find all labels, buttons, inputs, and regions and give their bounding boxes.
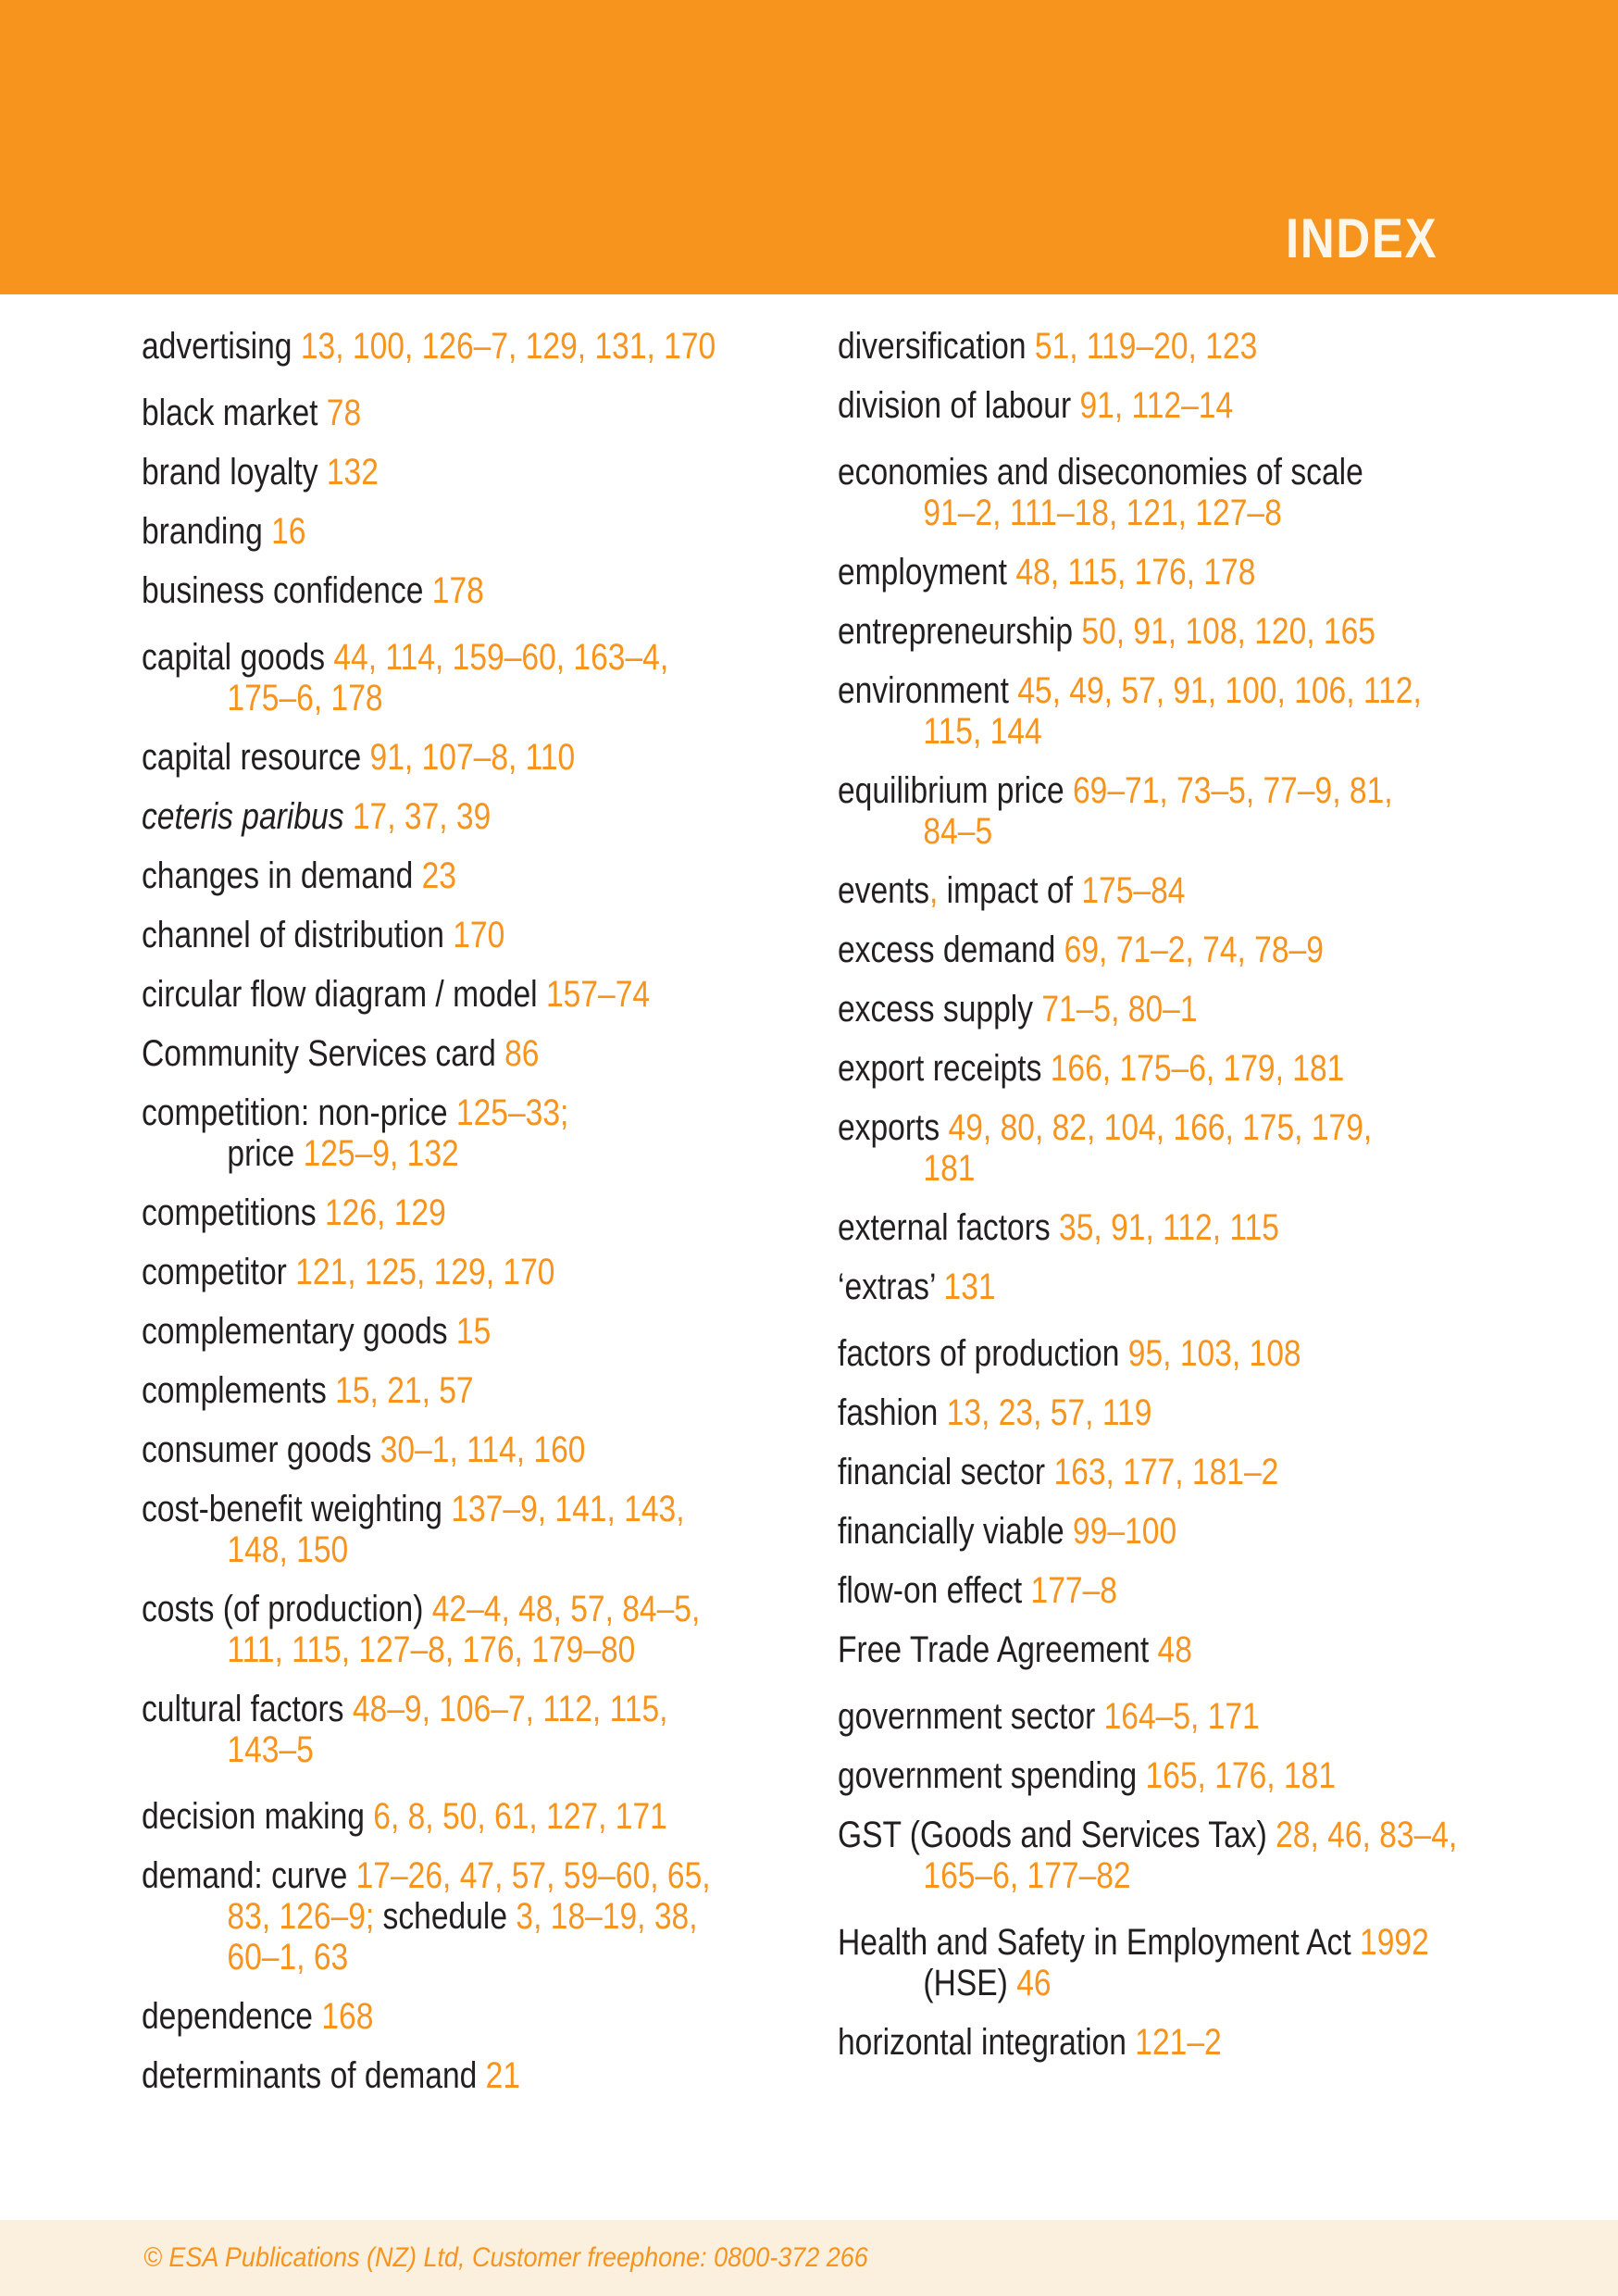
page-numbers: 86: [504, 1033, 540, 1074]
page-numbers: ,: [929, 870, 947, 911]
page-numbers: 178: [431, 570, 484, 611]
entry-line: [142, 2055, 732, 2096]
term-text: black market: [142, 393, 327, 433]
entry-line: [838, 1629, 1493, 1670]
index-entry: [142, 393, 845, 433]
index-entry: [142, 1796, 845, 1837]
page-numbers: 23: [421, 855, 457, 896]
entry-line: [838, 611, 1493, 652]
index-entry: [838, 670, 1618, 752]
entry-line-continuation: [838, 1855, 1493, 1896]
entry-line: [838, 1207, 1493, 1248]
entry-line: [142, 637, 732, 678]
page-numbers: 51, 119–20, 123: [1034, 326, 1258, 367]
entry-line: [838, 770, 1493, 811]
index-entry: [142, 1252, 845, 1292]
page-numbers: 168: [321, 1996, 374, 2037]
term-text: GST (Goods and Services Tax): [838, 1815, 1276, 1855]
page-numbers: 164–5, 171: [1103, 1696, 1260, 1737]
index-entry: [142, 1033, 845, 1074]
entry-line: [838, 1392, 1493, 1433]
page-numbers: 115, 144: [923, 711, 1042, 752]
term-text: equilibrium price: [838, 770, 1073, 811]
page-numbers: 132: [326, 452, 379, 493]
term-text: dependence: [142, 1996, 322, 2037]
term-text: flow-on effect: [838, 1570, 1031, 1611]
entry-line: [142, 974, 732, 1015]
entry-line: [838, 989, 1493, 1029]
term-text: events: [838, 870, 930, 911]
entry-line: [838, 385, 1493, 426]
index-entry: [142, 2055, 845, 2096]
term-text: (HSE): [923, 1963, 1017, 2003]
entry-line: [142, 1370, 732, 1411]
term-text: excess demand: [838, 930, 1064, 970]
term-text: division of labour: [838, 385, 1080, 426]
entry-line: [838, 930, 1493, 970]
page-numbers: 163, 177, 181–2: [1053, 1452, 1279, 1492]
index-entry: [838, 870, 1618, 911]
entry-line: [142, 1855, 732, 1896]
index-entry: [142, 452, 845, 493]
entry-line: [142, 855, 732, 896]
page-numbers: 15, 21, 57: [335, 1370, 474, 1411]
entry-line: [142, 1192, 732, 1233]
page-numbers: 50, 91, 108, 120, 165: [1081, 611, 1375, 652]
term-text: government sector: [838, 1696, 1104, 1737]
page-numbers: 157–74: [545, 974, 651, 1015]
page-numbers: 126, 129: [324, 1192, 446, 1233]
page-numbers: 177–8: [1030, 1570, 1117, 1611]
index-entry: [142, 855, 845, 896]
page-numbers: 148, 150: [227, 1529, 349, 1570]
index-entry: [142, 326, 845, 367]
index-entry: [142, 1370, 845, 1411]
page-numbers: 83, 126–9;: [227, 1896, 383, 1937]
page-numbers: 44, 114, 159–60, 163–4,: [333, 637, 669, 678]
index-entry: [142, 737, 845, 778]
term-text: ceteris paribus: [142, 796, 353, 837]
index-entry: [142, 1996, 845, 2037]
entry-line: [142, 915, 732, 955]
term-text: factors of production: [838, 1333, 1128, 1374]
index-entry: [838, 1207, 1618, 1248]
term-text: economies and diseconomies of scale: [838, 452, 1363, 493]
entry-line: [838, 670, 1493, 711]
entry-line: [142, 1996, 732, 2037]
term-text: financially viable: [838, 1511, 1074, 1552]
entry-line: [838, 452, 1493, 493]
page-numbers: 17–26, 47, 57, 59–60, 65,: [355, 1855, 711, 1896]
index-entry: [142, 974, 845, 1015]
page-numbers: 13, 100, 126–7, 129, 131, 170: [300, 326, 716, 367]
entry-line: [142, 326, 732, 367]
term-text: environment: [838, 670, 1018, 711]
entry-line: [142, 1429, 732, 1470]
index-entry: [838, 2022, 1618, 2063]
entry-line: [838, 1048, 1493, 1089]
page-numbers: 49, 80, 82, 104, 166, 175, 179,: [948, 1107, 1373, 1148]
page-numbers: 78: [326, 393, 362, 433]
term-text: diversification: [838, 326, 1035, 367]
page-numbers: 181: [923, 1148, 976, 1189]
page-numbers: 30–1, 114, 160: [380, 1429, 586, 1470]
entry-line: [838, 870, 1493, 911]
page-numbers: 165, 176, 181: [1145, 1755, 1337, 1796]
term-text: complementary goods: [142, 1311, 456, 1352]
copyright-text: © ESA Publications (NZ) Ltd, Customer freephone: 0800-372 266: [143, 2242, 868, 2273]
page-numbers: 69–71, 73–5, 77–9, 81,: [1072, 770, 1393, 811]
term-text: capital goods: [142, 637, 334, 678]
index-entry: [838, 1267, 1618, 1307]
entry-line-continuation: [142, 1529, 732, 1570]
entry-line: [142, 1252, 732, 1292]
term-text: entrepreneurship: [838, 611, 1082, 652]
page-numbers: 99–100: [1073, 1511, 1177, 1552]
index-entry: [838, 1511, 1618, 1552]
term-text: fashion: [838, 1392, 947, 1433]
entry-line: [838, 1107, 1493, 1148]
page-numbers: 60–1, 63: [227, 1937, 349, 1978]
entry-line: [142, 452, 732, 493]
index-entry: [142, 915, 845, 955]
entry-line: [142, 1033, 732, 1074]
page-numbers: 95, 103, 108: [1127, 1333, 1301, 1374]
entry-line-continuation: [838, 1148, 1493, 1189]
term-text: determinants of demand: [142, 2055, 486, 2096]
entry-line-continuation: [142, 1896, 732, 1937]
term-text: complements: [142, 1370, 336, 1411]
index-entry: [142, 796, 845, 837]
page-numbers: 46: [1016, 1963, 1052, 2003]
term-text: financial sector: [838, 1452, 1054, 1492]
term-text: Health and Safety in Employment Act: [838, 1922, 1361, 1963]
term-text: Community Services card: [142, 1033, 505, 1074]
entry-line: [142, 737, 732, 778]
page-numbers: 137–9, 141, 143,: [451, 1489, 685, 1529]
page-numbers: 17, 37, 39: [352, 796, 492, 837]
index-entry: [838, 1922, 1618, 2003]
entry-line: [838, 1696, 1493, 1737]
footer-bar: [0, 2220, 1618, 2296]
page-numbers: 6, 8, 50, 61, 127, 171: [373, 1796, 667, 1837]
index-entry: [142, 1311, 845, 1352]
entry-line-continuation: [838, 1963, 1493, 2003]
page-numbers: 143–5: [227, 1729, 314, 1770]
entry-line: [838, 1570, 1493, 1611]
entry-line: [142, 1489, 732, 1529]
page-numbers: 121, 125, 129, 170: [295, 1252, 555, 1292]
header-banner: [0, 0, 1618, 294]
index-entry: [838, 1570, 1618, 1611]
index-entry: [838, 1107, 1618, 1189]
term-text: cost-benefit weighting: [142, 1489, 452, 1529]
entry-line: [142, 570, 732, 611]
page-title: INDEX: [1285, 207, 1438, 269]
index-entry: [142, 1855, 845, 1978]
index-entry: [838, 1452, 1618, 1492]
page-numbers: 3, 18–19, 38,: [516, 1896, 698, 1937]
index-entry: [838, 385, 1618, 426]
page-numbers: 166, 175–6, 179, 181: [1050, 1048, 1345, 1089]
term-text: consumer goods: [142, 1429, 380, 1470]
index-entry: [838, 1696, 1618, 1737]
entry-line: [142, 511, 732, 552]
term-text: government spending: [838, 1755, 1146, 1796]
term-text: price: [227, 1133, 304, 1174]
index-entry: [142, 637, 845, 718]
page-numbers: 42–4, 48, 57, 84–5,: [431, 1589, 701, 1629]
page-numbers: 45, 49, 57, 91, 100, 106, 112,: [1017, 670, 1422, 711]
index-entry: [838, 552, 1618, 593]
entry-line: [838, 2022, 1493, 2063]
index-entry: [838, 611, 1618, 652]
index-entry: [142, 570, 845, 611]
term-text: advertising: [142, 326, 301, 367]
page-numbers: 121–2: [1135, 2022, 1222, 2063]
term-text: branding: [142, 511, 272, 552]
entry-line: [838, 1333, 1493, 1374]
term-text: changes in demand: [142, 855, 422, 896]
term-text: cultural factors: [142, 1689, 353, 1729]
entry-line: [142, 1311, 732, 1352]
entry-line: [838, 1815, 1493, 1855]
index-column-left: [142, 326, 845, 2115]
index-entry: [142, 1092, 845, 1174]
entry-line: [838, 552, 1493, 593]
page-numbers: 175–6, 178: [227, 678, 383, 718]
entry-line: [142, 1689, 732, 1729]
page-numbers: 125–33;: [455, 1092, 569, 1133]
page-numbers: 175–84: [1081, 870, 1186, 911]
term-text: competitions: [142, 1192, 325, 1233]
page-numbers: 111, 115, 127–8, 176, 179–80: [227, 1629, 636, 1670]
page-numbers: 28, 46, 83–4,: [1276, 1815, 1458, 1855]
index-entry: [838, 1392, 1618, 1433]
entry-line: [838, 1755, 1493, 1796]
page-numbers: 91, 107–8, 110: [369, 737, 576, 778]
page-numbers: 165–6, 177–82: [923, 1855, 1131, 1896]
index-entry: [142, 1429, 845, 1470]
page-numbers: 91, 112–14: [1079, 385, 1234, 426]
entry-line-continuation: [142, 1133, 732, 1174]
index-entry: [838, 1815, 1618, 1896]
index-entry: [142, 1589, 845, 1670]
index-entry: [838, 770, 1618, 852]
index-entry: [838, 1755, 1618, 1796]
page-numbers: 48–9, 106–7, 112, 115,: [352, 1689, 668, 1729]
entry-line-continuation: [838, 811, 1493, 852]
entry-line: [838, 1267, 1493, 1307]
page-numbers: 69, 71–2, 74, 78–9: [1064, 930, 1324, 970]
page-numbers: 48, 115, 176, 178: [1015, 552, 1256, 593]
entry-line: [142, 1092, 732, 1133]
entry-line: [838, 1452, 1493, 1492]
index-entry: [142, 1689, 845, 1770]
page-numbers: 84–5: [923, 811, 993, 852]
term-text: export receipts: [838, 1048, 1051, 1089]
index-entry: [838, 930, 1618, 970]
term-text: demand: curve: [142, 1855, 356, 1896]
page-numbers: 16: [271, 511, 306, 552]
term-text: decision making: [142, 1796, 374, 1837]
entry-line-continuation: [838, 711, 1493, 752]
index-entry: [838, 1048, 1618, 1089]
page-numbers: 125–9, 132: [303, 1133, 459, 1174]
index-entry: [142, 511, 845, 552]
index-entry: [142, 1192, 845, 1233]
term-text: employment: [838, 552, 1016, 593]
page-numbers: 35, 91, 112, 115: [1059, 1207, 1279, 1248]
term-text: Free Trade Agreement: [838, 1629, 1158, 1670]
term-text: schedule: [382, 1896, 517, 1937]
entry-line: [142, 393, 732, 433]
page-numbers: 48: [1157, 1629, 1192, 1670]
entry-line-continuation: [142, 678, 732, 718]
index-entry: [838, 989, 1618, 1029]
entry-line-continuation: [838, 493, 1493, 533]
entry-line-continuation: [142, 1729, 732, 1770]
entry-line: [142, 1796, 732, 1837]
term-text: circular flow diagram / model: [142, 974, 546, 1015]
term-text: capital resource: [142, 737, 370, 778]
page-numbers: 91–2, 111–18, 121, 127–8: [923, 493, 1282, 533]
term-text: exports: [838, 1107, 949, 1148]
index-entry: [142, 1489, 845, 1570]
term-text: channel of distribution: [142, 915, 454, 955]
entry-line: [838, 326, 1493, 367]
index-column-right: [838, 326, 1618, 2081]
index-entry: [838, 452, 1618, 533]
entry-line: [142, 796, 732, 837]
page-numbers: 21: [485, 2055, 521, 2096]
entry-line-continuation: [142, 1629, 732, 1670]
page-numbers: 71–5, 80–1: [1041, 989, 1198, 1029]
term-text: ‘extras’: [838, 1267, 944, 1307]
entry-line: [838, 1511, 1493, 1552]
page-numbers: 170: [453, 915, 505, 955]
page-numbers: 15: [455, 1311, 492, 1352]
term-text: impact of: [946, 870, 1082, 911]
term-text: competition: non-price: [142, 1092, 456, 1133]
term-text: competitor: [142, 1252, 296, 1292]
page-numbers: 13, 23, 57, 119: [946, 1392, 1152, 1433]
index-entry: [838, 1333, 1618, 1374]
term-text: brand loyalty: [142, 452, 327, 493]
page-numbers: 131: [943, 1267, 996, 1307]
entry-line-continuation: [142, 1937, 732, 1978]
page-numbers: 1992: [1360, 1922, 1429, 1963]
term-text: external factors: [838, 1207, 1060, 1248]
term-text: horizontal integration: [838, 2022, 1136, 2063]
entry-line: [142, 1589, 732, 1629]
entry-line: [838, 1922, 1493, 1963]
term-text: excess supply: [838, 989, 1042, 1029]
index-entry: [838, 326, 1618, 367]
term-text: costs (of production): [142, 1589, 432, 1629]
index-entry: [838, 1629, 1618, 1670]
term-text: business confidence: [142, 570, 432, 611]
